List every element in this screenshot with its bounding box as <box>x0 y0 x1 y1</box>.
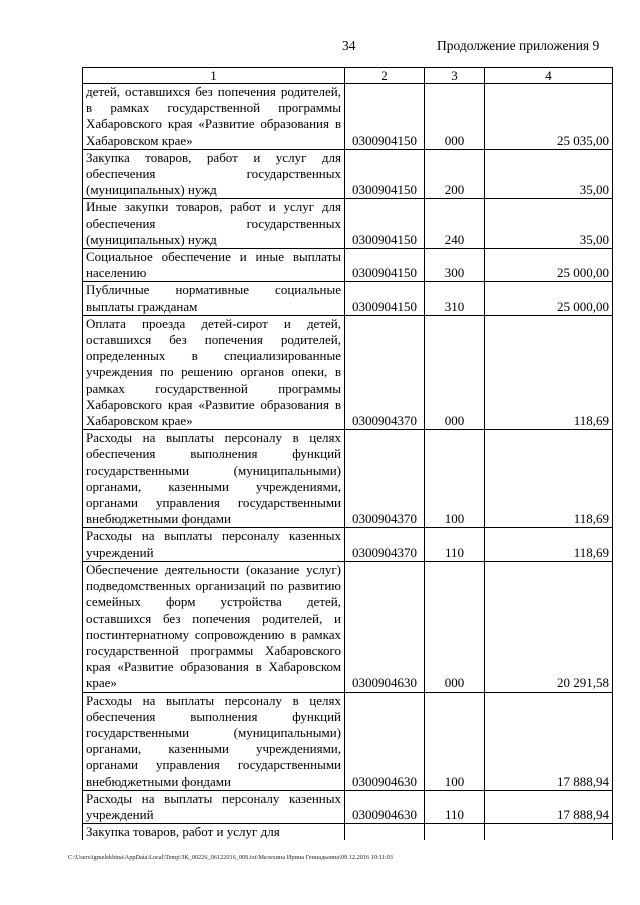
row-description: Расходы на выплаты персоналу казенных учреждений <box>83 528 345 561</box>
row-expense-type: 300 <box>425 249 485 282</box>
row-expense-type: 000 <box>425 315 485 429</box>
continuation-label: Продолжение приложения 9 <box>437 38 600 53</box>
row-code: 0300904630 <box>345 790 425 823</box>
row-amount <box>485 824 613 841</box>
row-expense-type: 240 <box>425 199 485 249</box>
row-amount: 25 035,00 <box>485 84 613 150</box>
row-code: 0300904370 <box>345 430 425 528</box>
row-code: 0300904150 <box>345 249 425 282</box>
table-row <box>83 282 613 315</box>
table-row <box>83 149 613 199</box>
row-expense-type: 110 <box>425 790 485 823</box>
table-row <box>83 692 613 790</box>
row-description: Обеспечение деятельности (оказание услуг) подведомственных организаций по развитию семейных форм устройства детей, оставшихся без попечения родителей, и постинтернатному сопровождению в рамках государственной программы Хабаровского края «Развитие образования в Хабаровском крае» <box>83 561 345 692</box>
row-amount: 20 291,58 <box>485 561 613 692</box>
row-amount: 118,69 <box>485 430 613 528</box>
row-amount: 118,69 <box>485 315 613 429</box>
row-expense-type: 200 <box>425 149 485 199</box>
budget-table <box>82 67 613 840</box>
row-description: Оплата проезда детей-сирот и детей, оставшихся без попечения родителей, определенных в специализированные учреждения по решению органов опеки, в рамках государственной программы Хабаровского края «Развитие образования в Хабаровском крае» <box>83 315 345 429</box>
table-row <box>83 84 613 150</box>
document-footer-path: C:\Users\igmelekhina\AppData\Local\Temp\ЗК_00226_06122016_009.txt\Мелехина Ирина Геннадьевна\09.12.2016 10:11:03 <box>68 854 393 861</box>
row-expense-type: 310 <box>425 282 485 315</box>
row-expense-type: 100 <box>425 692 485 790</box>
row-description: Расходы на выплаты персоналу казенных учреждений <box>83 790 345 823</box>
row-expense-type: 000 <box>425 84 485 150</box>
table-row <box>83 528 613 561</box>
row-amount: 25 000,00 <box>485 249 613 282</box>
row-code: 0300904370 <box>345 528 425 561</box>
row-description: Закупка товаров, работ и услуг для <box>83 824 345 841</box>
row-amount: 17 888,94 <box>485 790 613 823</box>
table-row <box>83 430 613 528</box>
row-amount: 35,00 <box>485 199 613 249</box>
row-description: Иные закупки товаров, работ и услуг для обеспечения государственных (муниципальных) нужд <box>83 199 345 249</box>
column-header-1: 1 <box>83 68 345 84</box>
row-description: детей, оставшихся без попечения родителей, в рамках государственной программы Хабаровского края «Развитие образования в Хабаровском крае» <box>83 84 345 150</box>
row-code: 0300904150 <box>345 84 425 150</box>
row-expense-type: 100 <box>425 430 485 528</box>
row-code <box>345 824 425 841</box>
row-code: 0300904150 <box>345 149 425 199</box>
row-description: Расходы на выплаты персоналу в целях обеспечения выполнения функций государственными (муниципальными) органами, казенными учреждениями, органами управления государственными внебюджетными фондами <box>83 692 345 790</box>
table-row <box>83 199 613 249</box>
row-expense-type: 000 <box>425 561 485 692</box>
row-amount: 35,00 <box>485 149 613 199</box>
row-code: 0300904370 <box>345 315 425 429</box>
table-row <box>83 315 613 429</box>
table-header-row <box>83 68 613 84</box>
row-description: Расходы на выплаты персоналу в целях обеспечения выполнения функций государственными (муниципальными) органами, казенными учреждениями, органами управления государственными внебюджетными фондами <box>83 430 345 528</box>
row-code: 0300904150 <box>345 282 425 315</box>
row-code: 0300904630 <box>345 561 425 692</box>
page-number: 34 <box>342 38 356 53</box>
row-amount: 118,69 <box>485 528 613 561</box>
row-description: Публичные нормативные социальные выплаты гражданам <box>83 282 345 315</box>
row-description: Закупка товаров, работ и услуг для обеспечения государственных (муниципальных) нужд <box>83 149 345 199</box>
table-row <box>83 790 613 823</box>
column-header-4: 4 <box>485 68 613 84</box>
table-row <box>83 561 613 692</box>
row-amount: 17 888,94 <box>485 692 613 790</box>
row-expense-type <box>425 824 485 841</box>
row-amount: 25 000,00 <box>485 282 613 315</box>
row-description: Социальное обеспечение и иные выплаты населению <box>83 249 345 282</box>
column-header-3: 3 <box>425 68 485 84</box>
column-header-2: 2 <box>345 68 425 84</box>
row-code: 0300904630 <box>345 692 425 790</box>
table-row <box>83 249 613 282</box>
table-row <box>83 824 613 841</box>
row-expense-type: 110 <box>425 528 485 561</box>
row-code: 0300904150 <box>345 199 425 249</box>
